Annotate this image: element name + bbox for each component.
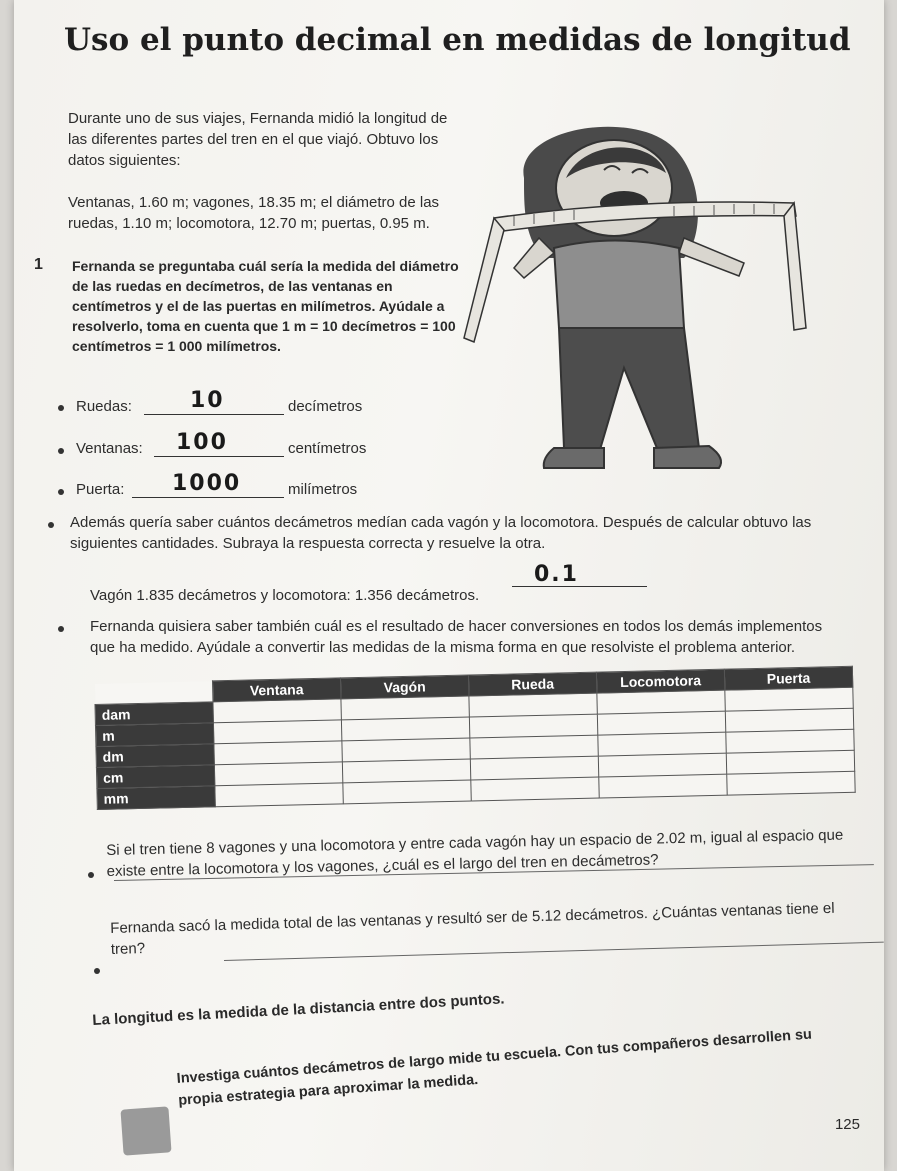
table-cell[interactable] xyxy=(342,759,470,783)
table-cell[interactable] xyxy=(597,711,725,735)
table-cell[interactable] xyxy=(598,753,726,777)
table-cell[interactable] xyxy=(469,693,597,717)
question-4-text: Si el tren tiene 8 vagones y una locomotora y entre cada vagón hay un espacio de 2.02 m, igual al espacio que existe entre la locomotora y los vagones, ¿cuál es el largo del tren en decámetros? xyxy=(106,826,844,880)
row-header: dam xyxy=(95,702,213,726)
table-cell[interactable] xyxy=(343,780,471,804)
table-cell[interactable] xyxy=(599,774,727,798)
column-header: Locomotora xyxy=(596,669,724,693)
answer-field-puerta[interactable] xyxy=(132,471,284,498)
table-cell[interactable] xyxy=(213,699,341,723)
question-5-text: Fernanda sacó la medida total de las ventanas y resultó ser de 5.12 decámetros. ¿Cuántas ventanas tiene el tren? xyxy=(110,899,835,958)
answer-field-q2[interactable] xyxy=(512,562,647,587)
definition-note: La longitud es la medida de la distancia entre dos puntos. xyxy=(92,990,505,1029)
girl-with-tape-illustration xyxy=(454,118,834,488)
bullet xyxy=(58,405,64,411)
column-header: Rueda xyxy=(468,672,596,696)
table-cell[interactable] xyxy=(726,750,854,774)
conversion-table-wrapper xyxy=(94,666,856,810)
page-number: 125 xyxy=(834,1116,860,1133)
table-cell[interactable] xyxy=(725,708,853,732)
table-cell[interactable] xyxy=(470,756,598,780)
question-number: 1 xyxy=(34,256,43,273)
item-label-puerta: Puerta: xyxy=(76,481,125,498)
table-cell[interactable] xyxy=(213,720,341,744)
row-header: dm xyxy=(96,744,214,768)
activity-icon xyxy=(120,1106,171,1155)
table-cell[interactable] xyxy=(471,777,599,801)
table-cell[interactable] xyxy=(214,741,342,765)
answer-field-ventanas[interactable] xyxy=(154,430,284,457)
page-title: Uso el punto decimal en medidas de longitud xyxy=(64,22,851,58)
column-header: Vagón xyxy=(340,675,468,699)
worksheet-page xyxy=(14,0,884,1171)
bullet xyxy=(94,968,100,974)
row-header: mm xyxy=(97,786,215,810)
column-header: Puerta xyxy=(724,666,852,690)
bullet xyxy=(48,522,54,528)
table-cell[interactable] xyxy=(598,732,726,756)
intro-paragraph: Durante uno de sus viajes, Fernanda midió la longitud de las diferentes partes del tren en el que viajó. Obtuvo los datos siguientes: xyxy=(68,110,448,169)
table-cell[interactable] xyxy=(727,771,855,795)
table-corner xyxy=(95,681,213,705)
question-1-text: Fernanda se preguntaba cuál sería la medida del diámetro de las ruedas en decímetros, de las ventanas en centímetros y el de las puertas en milímetros. Ayúdale a resolverlo, toma en cuenta que 1 m = 10 decímetros = 100 centímetros = 1 000 milímetros. xyxy=(72,258,459,354)
table-cell[interactable] xyxy=(725,687,853,711)
bullet xyxy=(58,626,64,632)
table-cell[interactable] xyxy=(215,783,343,807)
item-unit-ventanas: centímetros xyxy=(288,440,367,457)
row-header: m xyxy=(95,723,213,747)
question-2-values: Vagón 1.835 decámetros y locomotora: 1.356 decámetros. xyxy=(90,587,480,604)
bullet xyxy=(58,448,64,454)
handwritten-answer: 100 xyxy=(176,430,228,455)
bullet xyxy=(88,872,94,878)
item-unit-puerta: milímetros xyxy=(288,481,358,498)
item-label-ventanas: Ventanas: xyxy=(76,440,143,457)
table-cell[interactable] xyxy=(597,690,725,714)
investigate-note: Investiga cuántos decámetros de largo mide tu escuela. Con tus compañeros desarrollen su propia estrategia para aproximar la medida. xyxy=(176,1026,813,1109)
question-3-text: Fernanda quisiera saber también cuál es el resultado de hacer conversiones en todos los demás implementos que ha medido. Ayúdale a convertir las medidas de la misma forma en que resolviste el problema anterior. xyxy=(90,618,823,656)
column-header: Ventana xyxy=(212,678,340,702)
row-header: cm xyxy=(96,765,214,789)
handwritten-answer: 1000 xyxy=(172,471,242,496)
table-cell[interactable] xyxy=(341,717,469,741)
table-cell[interactable] xyxy=(342,738,470,762)
table-cell[interactable] xyxy=(469,714,597,738)
measurements-paragraph: Ventanas, 1.60 m; vagones, 18.35 m; el diámetro de las ruedas, 1.10 m; locomotora, 12.70 m; puertas, 0.95 m. xyxy=(68,194,440,232)
conversion-table xyxy=(94,666,856,810)
table-cell[interactable] xyxy=(470,735,598,759)
bullet xyxy=(58,489,64,495)
item-label-ruedas: Ruedas: xyxy=(76,398,132,415)
item-unit-ruedas: decímetros xyxy=(288,398,363,415)
handwritten-answer: 0.1 xyxy=(534,562,579,587)
question-2-text: Además quería saber cuántos decámetros medían cada vagón y la locomotora. Después de calcular obtuvo las siguientes cantidades. Subraya la respuesta correcta y resuelve la otra. xyxy=(70,514,812,552)
table-cell[interactable] xyxy=(341,696,469,720)
table-cell[interactable] xyxy=(726,729,854,753)
answer-field-ruedas[interactable] xyxy=(144,388,284,415)
table-cell[interactable] xyxy=(214,762,342,786)
handwritten-answer: 10 xyxy=(190,388,225,413)
